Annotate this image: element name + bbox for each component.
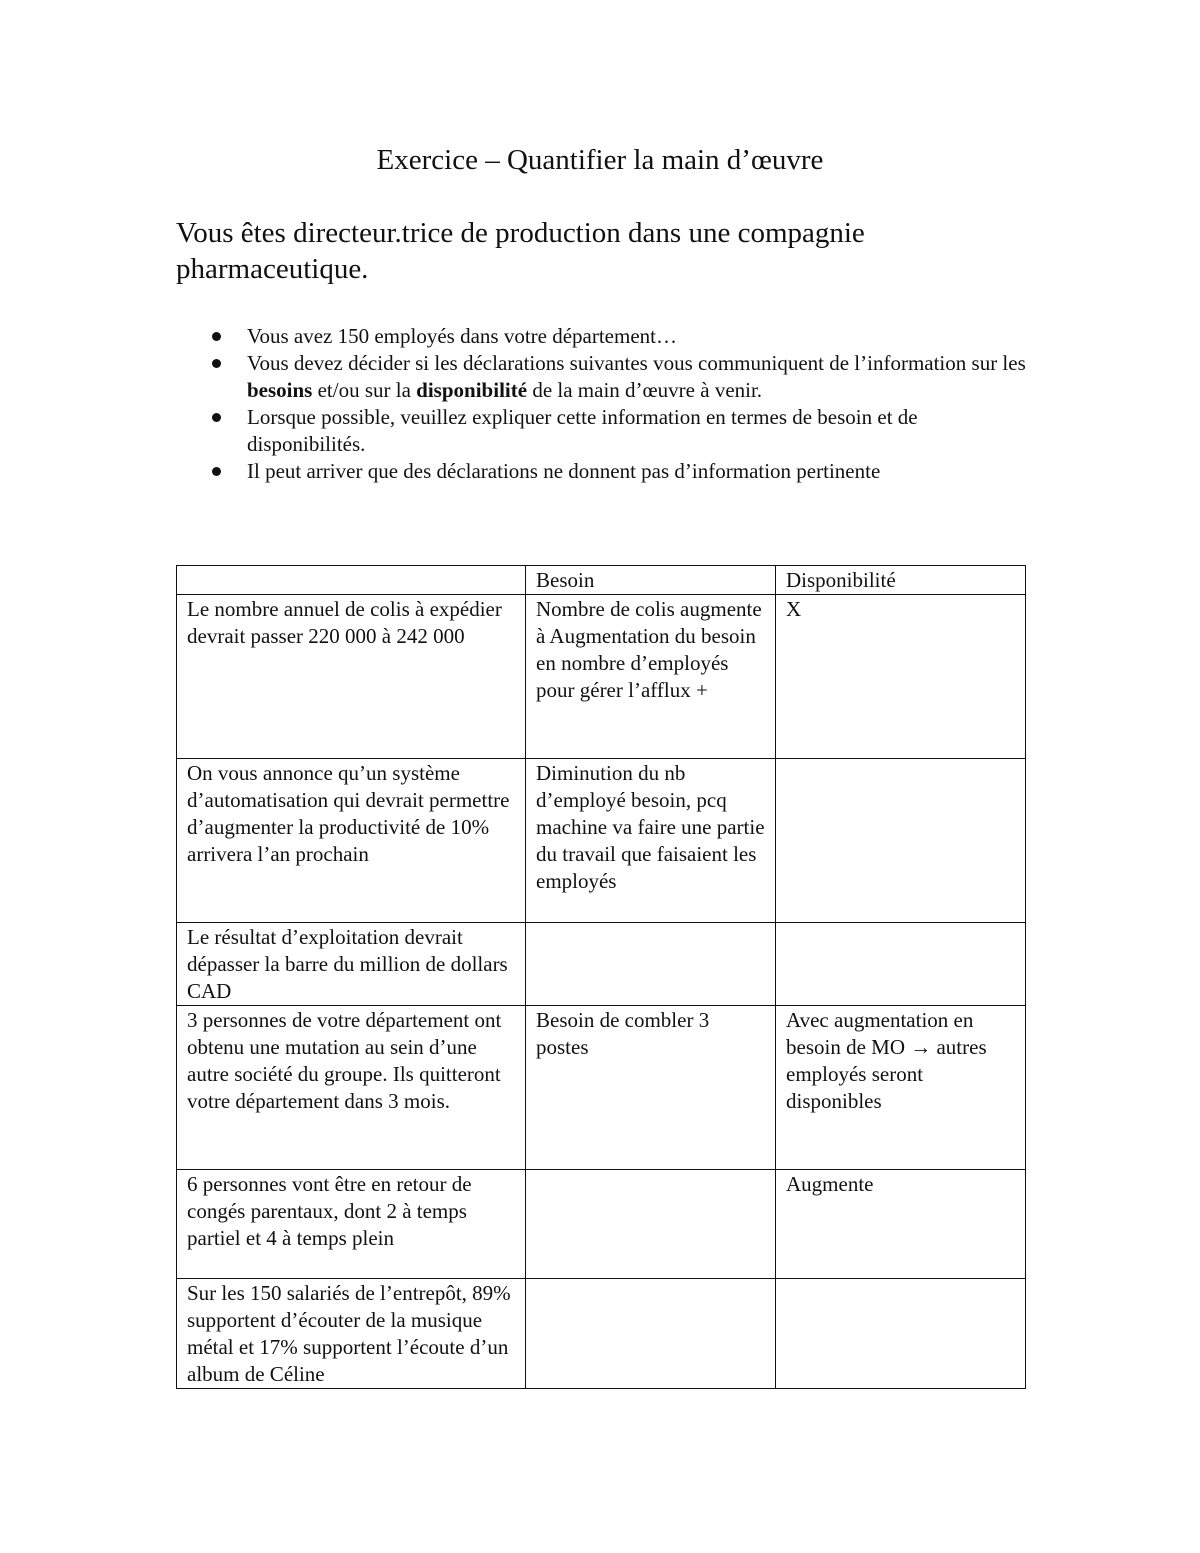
besoin-cell[interactable]: [526, 923, 776, 1006]
exercise-table: [176, 565, 1026, 1389]
table-row: [177, 1279, 1026, 1389]
bold-term-besoins: besoins: [247, 378, 313, 402]
table-row: [177, 1006, 1026, 1170]
besoin-cell[interactable]: Besoin de combler 3 postes: [526, 1006, 776, 1170]
statement-cell[interactable]: Le résultat d’exploitation devrait dépasser la barre du million de dollars CAD: [177, 923, 526, 1006]
bullet-text: Lorsque possible, veuillez expliquer cette information en termes de besoin et de disponibilités.: [247, 405, 918, 456]
disponibilite-cell[interactable]: X: [776, 595, 1026, 759]
list-item: [176, 350, 1036, 404]
list-item: [176, 323, 1036, 350]
bullet-text: Vous avez 150 employés dans votre département…: [247, 324, 677, 348]
bullet-text: Vous devez décider si les déclarations suivantes vous communiquent de l’information sur les: [247, 351, 1026, 375]
disponibilite-cell[interactable]: [776, 923, 1026, 1006]
statement-cell[interactable]: Le nombre annuel de colis à expédier devrait passer 220 000 à 242 000: [177, 595, 526, 759]
besoin-cell[interactable]: Diminution du nb d’employé besoin, pcq machine va faire une partie du travail que faisaient les employés: [526, 759, 776, 923]
statement-cell[interactable]: Sur les 150 salariés de l’entrepôt, 89% supportent d’écouter de la musique métal et 17% supportent l’écoute d’un album de Céline: [177, 1279, 526, 1389]
table-header-row: [177, 566, 1026, 595]
list-item: [176, 404, 1036, 458]
header-cell-disponibilite: Disponibilité: [776, 566, 1026, 595]
disponibilite-cell[interactable]: [776, 1279, 1026, 1389]
disponibilite-cell[interactable]: Avec augmentation en besoin de MO → autres employés seront disponibles: [776, 1006, 1026, 1170]
table-row: [177, 595, 1026, 759]
besoin-cell[interactable]: Nombre de colis augmente à Augmentation du besoin en nombre d’employés pour gérer l’afflux +: [526, 595, 776, 759]
bullet-icon: [212, 332, 221, 341]
header-cell-besoin: Besoin: [526, 566, 776, 595]
bullet-text: de la main d’œuvre à venir.: [527, 378, 763, 402]
table-row: [177, 1170, 1026, 1279]
header-cell-statement: [177, 566, 526, 595]
bullet-icon: [212, 413, 221, 422]
disponibilite-cell[interactable]: [776, 759, 1026, 923]
disponibilite-cell[interactable]: Augmente: [776, 1170, 1026, 1279]
table-row: [177, 923, 1026, 1006]
bullet-text: et/ou sur la: [312, 378, 417, 402]
page-title: Exercice – Quantifier la main d’œuvre: [376, 144, 824, 176]
bullet-icon: [212, 467, 221, 476]
table-row: [177, 759, 1026, 923]
bold-term-disponibilite: disponibilité: [416, 378, 528, 402]
instruction-list: [176, 323, 1036, 485]
bullet-icon: [212, 359, 221, 368]
bullet-text: Il peut arriver que des déclarations ne donnent pas d’information pertinente: [247, 459, 881, 483]
statement-cell[interactable]: 3 personnes de votre département ont obtenu une mutation au sein d’une autre société du groupe. Ils quitteront votre département dans 3 mois.: [177, 1006, 526, 1170]
intro-paragraph: Vous êtes directeur.trice de production dans une compagnie pharmaceutique.: [176, 217, 865, 285]
besoin-cell[interactable]: [526, 1170, 776, 1279]
statement-cell[interactable]: 6 personnes vont être en retour de congés parentaux, dont 2 à temps partiel et 4 à temps plein: [177, 1170, 526, 1279]
besoin-cell[interactable]: [526, 1279, 776, 1389]
list-item: [176, 458, 1036, 485]
statement-cell[interactable]: On vous annonce qu’un système d’automatisation qui devrait permettre d’augmenter la productivité de 10% arrivera l’an prochain: [177, 759, 526, 923]
